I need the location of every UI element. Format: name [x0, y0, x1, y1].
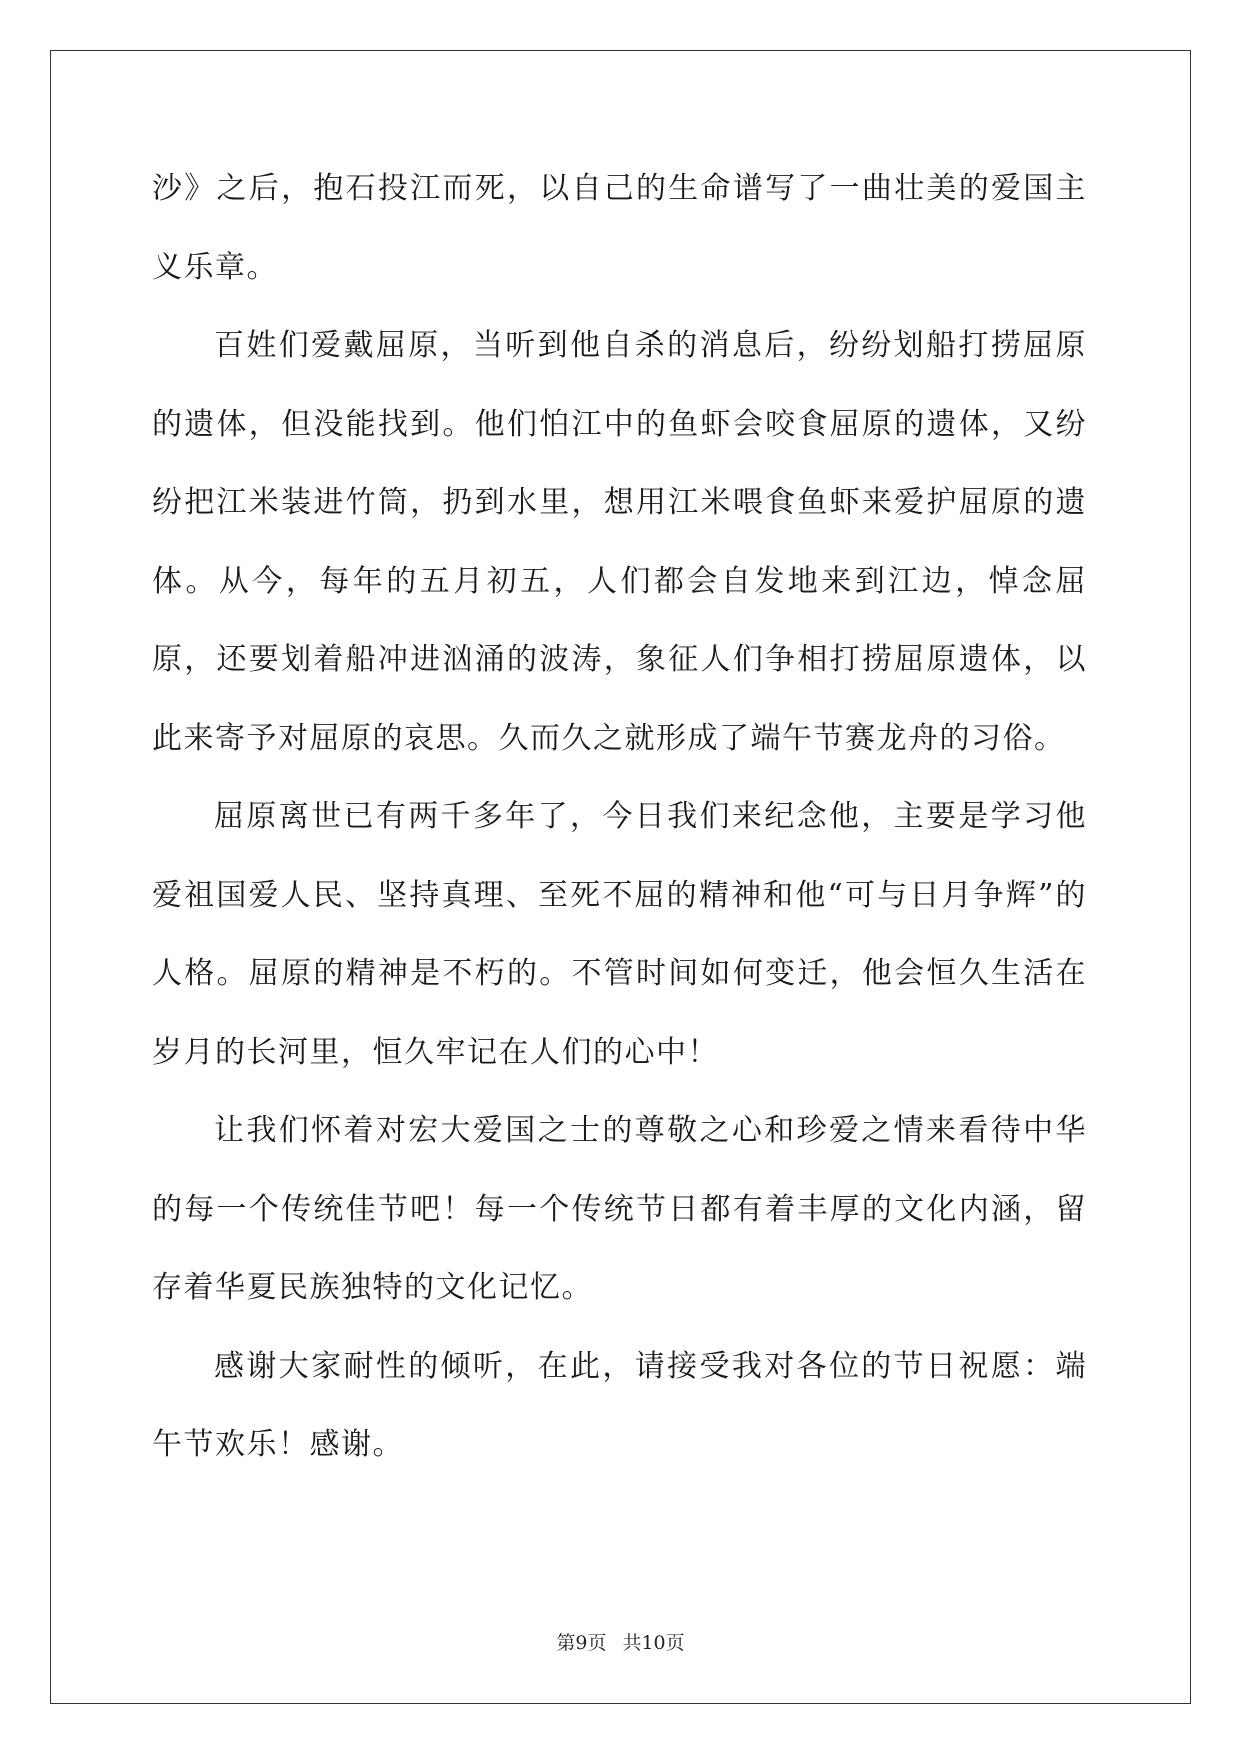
page-number: 第9页: [556, 1632, 607, 1654]
paragraph-3: 屈原离世已有两千多年了，今日我们来纪念他，主要是学习他爱祖国爱人民、坚持真理、至死不屈的精神和他“可与日月争辉”的人格。屈原的精神是不朽的。不管时间如何变迁，他会恒久生活在岁月的长河里，恒久牢记在人们的心中！: [152, 799, 1087, 1070]
document-body: [152, 150, 1087, 1485]
page-footer: [0, 1631, 1241, 1655]
total-pages: 共10页: [622, 1632, 685, 1654]
paragraph-4: 让我们怀着对宏大爱国之士的尊敬之心和珍爱之情来看待中华的每一个传统佳节吧！每一个传统节日都有着丰厚的文化内涵，留存着华夏民族独特的文化记忆。: [152, 1113, 1087, 1305]
paragraph-1: 沙》之后，抱石投江而死，以自己的生命谱写了一曲壮美的爱国主义乐章。: [152, 171, 1087, 285]
paragraph-2: 百姓们爱戴屈原，当听到他自杀的消息后，纷纷划船打捞屈原的遗体，但没能找到。他们怕江中的鱼虾会咬食屈原的遗体，又纷纷把江米装进竹筒，扔到水里，想用江米喂食鱼虾来爱护屈原的遗体。从今，每年的五月初五，人们都会自发地来到江边，悼念屈原，还要划着船冲进汹涌的波涛，象征人们争相打捞屈原遗体，以此来寄予对屈原的哀思。久而久之就形成了端午节赛龙舟的习俗。: [152, 328, 1087, 756]
paragraph-5: 感谢大家耐性的倾听，在此，请接受我对各位的节日祝愿：端午节欢乐！感谢。: [152, 1348, 1087, 1462]
